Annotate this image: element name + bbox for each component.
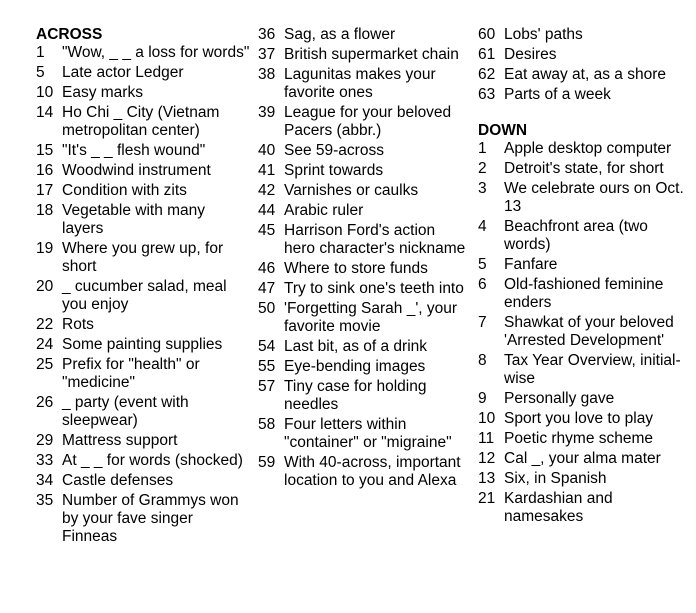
clue-number: 58 (258, 416, 276, 433)
clue-item (36, 356, 250, 392)
clue-text: Poetic rhyme scheme (504, 430, 654, 447)
clue-text: Desires (504, 46, 557, 63)
clue-item (258, 378, 466, 414)
clue-text: With 40-across, important location to you and Alexa (284, 454, 461, 489)
clue-text: Condition with zits (62, 182, 187, 199)
clue-number: 12 (478, 450, 496, 467)
clue-text: "It's _ _ flesh wound" (62, 142, 206, 159)
clue-item (478, 390, 692, 408)
clue-item (478, 410, 692, 428)
clue-item (36, 142, 250, 160)
clue-item (258, 104, 466, 140)
clue-text: Sag, as a flower (284, 26, 396, 43)
clue-item (36, 44, 250, 62)
clue-number: 60 (478, 26, 496, 43)
clue-item (258, 162, 466, 180)
clue-text: Detroit's state, for short (504, 160, 664, 177)
clue-item (36, 182, 250, 200)
clue-number: 36 (258, 26, 276, 43)
clue-text: Parts of a week (504, 86, 611, 103)
clue-item (36, 432, 250, 450)
clue-item (258, 222, 466, 258)
clue-text: Where to store funds (284, 260, 428, 277)
clue-item (478, 218, 692, 254)
clue-number: 41 (258, 162, 276, 179)
clue-text: Fanfare (504, 256, 558, 273)
clue-item (478, 86, 692, 104)
clue-text: "Wow, _ _ a loss for words" (62, 44, 250, 61)
clue-text: British supermarket chain (284, 46, 459, 63)
clue-item (258, 358, 466, 376)
clue-number: 6 (478, 276, 487, 293)
clue-number: 26 (36, 394, 54, 411)
clue-number: 20 (36, 278, 54, 295)
clue-item (36, 162, 250, 180)
clue-number: 33 (36, 452, 54, 469)
clue-item (478, 180, 692, 216)
clue-number: 5 (36, 64, 45, 81)
clue-item (478, 276, 692, 312)
clue-item (36, 84, 250, 102)
clue-number: 25 (36, 356, 54, 373)
clue-item (258, 454, 466, 490)
clue-item (36, 202, 250, 238)
clue-text: Old-fashioned feminine enders (504, 276, 664, 311)
clue-number: 7 (478, 314, 487, 331)
clue-item (36, 472, 250, 490)
clue-number: 3 (478, 180, 487, 197)
clue-number: 42 (258, 182, 276, 199)
clue-item (478, 352, 692, 388)
clue-item (36, 394, 250, 430)
clue-item (478, 66, 692, 84)
clue-number: 9 (478, 390, 487, 407)
clue-number: 55 (258, 358, 276, 375)
clue-text: Last bit, as of a drink (284, 338, 428, 355)
clue-text: Woodwind instrument (62, 162, 211, 179)
clue-item (258, 66, 466, 102)
clue-item (36, 452, 250, 470)
clue-text: Beachfront area (two words) (504, 218, 648, 253)
clue-number: 61 (478, 46, 496, 63)
clue-text: League for your beloved Pacers (abbr.) (284, 104, 452, 139)
clue-number: 62 (478, 66, 496, 83)
clue-item (258, 338, 466, 356)
clue-number: 17 (36, 182, 54, 199)
clue-item (36, 240, 250, 276)
clue-text: Harrison Ford's action hero character's nickname (284, 222, 466, 257)
clue-text: Ho Chi _ City (Vietnam metropolitan center) (62, 104, 220, 139)
clue-item (36, 104, 250, 140)
clue-text: Four letters within "container" or "migraine" (284, 416, 452, 451)
across-clue-list (36, 44, 250, 546)
clue-text: Six, in Spanish (504, 470, 607, 487)
clue-item (478, 26, 692, 44)
clue-item (258, 46, 466, 64)
clue-text: Where you grew up, for short (62, 240, 224, 275)
clue-text: _ cucumber salad, meal you enjoy (62, 278, 227, 313)
clue-number: 11 (478, 430, 495, 447)
clue-number: 14 (36, 104, 54, 121)
clue-item (36, 492, 250, 546)
clue-number: 38 (258, 66, 276, 83)
clue-text: Arabic ruler (284, 202, 364, 219)
clue-text: Eat away at, as a shore (504, 66, 666, 83)
clue-number: 2 (478, 160, 487, 177)
clue-number: 35 (36, 492, 54, 509)
clue-number: 39 (258, 104, 276, 121)
clue-text: Tiny case for holding needles (284, 378, 427, 413)
clue-text: At _ _ for words (shocked) (62, 452, 243, 469)
clue-column-2 (258, 26, 466, 492)
clue-item (258, 142, 466, 160)
clue-number: 16 (36, 162, 54, 179)
clue-text: See 59-across (284, 142, 384, 159)
clue-number: 45 (258, 222, 276, 239)
clue-item (478, 256, 692, 274)
clue-item (478, 46, 692, 64)
clue-item (478, 430, 692, 448)
clue-column-1 (36, 26, 250, 548)
clue-number: 59 (258, 454, 276, 471)
clue-text: Eye-bending images (284, 358, 426, 375)
clue-text: Mattress support (62, 432, 178, 449)
clue-number: 10 (36, 84, 54, 101)
clue-number: 29 (36, 432, 54, 449)
clue-number: 54 (258, 338, 276, 355)
clue-item (478, 450, 692, 468)
clue-number: 1 (478, 140, 487, 157)
clue-item (258, 416, 466, 452)
clue-number: 40 (258, 142, 276, 159)
clue-number: 57 (258, 378, 276, 395)
across-clue-list-continued (258, 26, 466, 490)
clue-item (258, 182, 466, 200)
clue-number: 5 (478, 256, 487, 273)
clue-text: Late actor Ledger (62, 64, 184, 81)
clue-text: Cal _, your alma mater (504, 450, 661, 467)
clue-number: 8 (478, 352, 487, 369)
across-clue-list-end (478, 26, 692, 104)
clue-text: Sport you love to play (504, 410, 654, 427)
clue-item (258, 26, 466, 44)
clue-number: 47 (258, 280, 276, 297)
clue-text: Lobs' paths (504, 26, 583, 43)
clue-text: Prefix for "health" or "medicine" (62, 356, 200, 391)
clue-item (36, 316, 250, 334)
clue-number: 34 (36, 472, 54, 489)
clue-text: Shawkat of your beloved 'Arrested Development' (504, 314, 674, 349)
clue-text: Castle defenses (62, 472, 174, 489)
clue-item (478, 160, 692, 178)
clue-text: Apple desktop computer (504, 140, 672, 157)
clue-number: 44 (258, 202, 276, 219)
clue-text: Number of Grammys won by your fave singer Finneas (62, 492, 239, 545)
clue-text: Try to sink one's teeth into (284, 280, 464, 297)
clue-text: 'Forgetting Sarah _', your favorite movie (284, 300, 458, 335)
across-heading: ACROSS (36, 26, 103, 43)
clue-text: _ party (event with sleepwear) (62, 394, 189, 429)
clue-number: 37 (258, 46, 276, 63)
clue-number: 4 (478, 218, 487, 235)
clue-text: Some painting supplies (62, 336, 223, 353)
clue-number: 50 (258, 300, 276, 317)
clue-item (478, 490, 692, 526)
clue-item (36, 278, 250, 314)
clue-text: Lagunitas makes your favorite ones (284, 66, 436, 101)
clue-number: 10 (478, 410, 496, 427)
clue-item (258, 202, 466, 220)
clue-text: Kardashian and namesakes (504, 490, 613, 525)
clue-number: 1 (36, 44, 45, 61)
clue-text: Sprint towards (284, 162, 384, 179)
clue-item (36, 336, 250, 354)
clue-item (478, 470, 692, 488)
clue-item (36, 64, 250, 82)
clue-number: 63 (478, 86, 496, 103)
clue-item (478, 140, 692, 158)
clue-number: 13 (478, 470, 496, 487)
clue-item (258, 260, 466, 278)
clue-text: Varnishes or caulks (284, 182, 419, 199)
clue-text: We celebrate ours on Oct. 13 (504, 180, 684, 215)
clue-number: 15 (36, 142, 54, 159)
clue-text: Rots (62, 316, 94, 333)
clue-number: 22 (36, 316, 54, 333)
clue-number: 46 (258, 260, 276, 277)
clue-number: 19 (36, 240, 54, 257)
clue-text: Personally gave (504, 390, 615, 407)
clue-text: Vegetable with many layers (62, 202, 206, 237)
clue-number: 24 (36, 336, 54, 353)
clue-item (258, 280, 466, 298)
clue-column-3 (478, 26, 692, 528)
clue-number: 21 (478, 490, 496, 507)
down-clue-list (478, 140, 692, 526)
down-heading: DOWN (478, 122, 528, 139)
clue-text: Easy marks (62, 84, 143, 101)
clue-item (478, 314, 692, 350)
clue-number: 18 (36, 202, 54, 219)
clue-item (258, 300, 466, 336)
clue-text: Tax Year Overview, initial-wise (504, 352, 681, 387)
